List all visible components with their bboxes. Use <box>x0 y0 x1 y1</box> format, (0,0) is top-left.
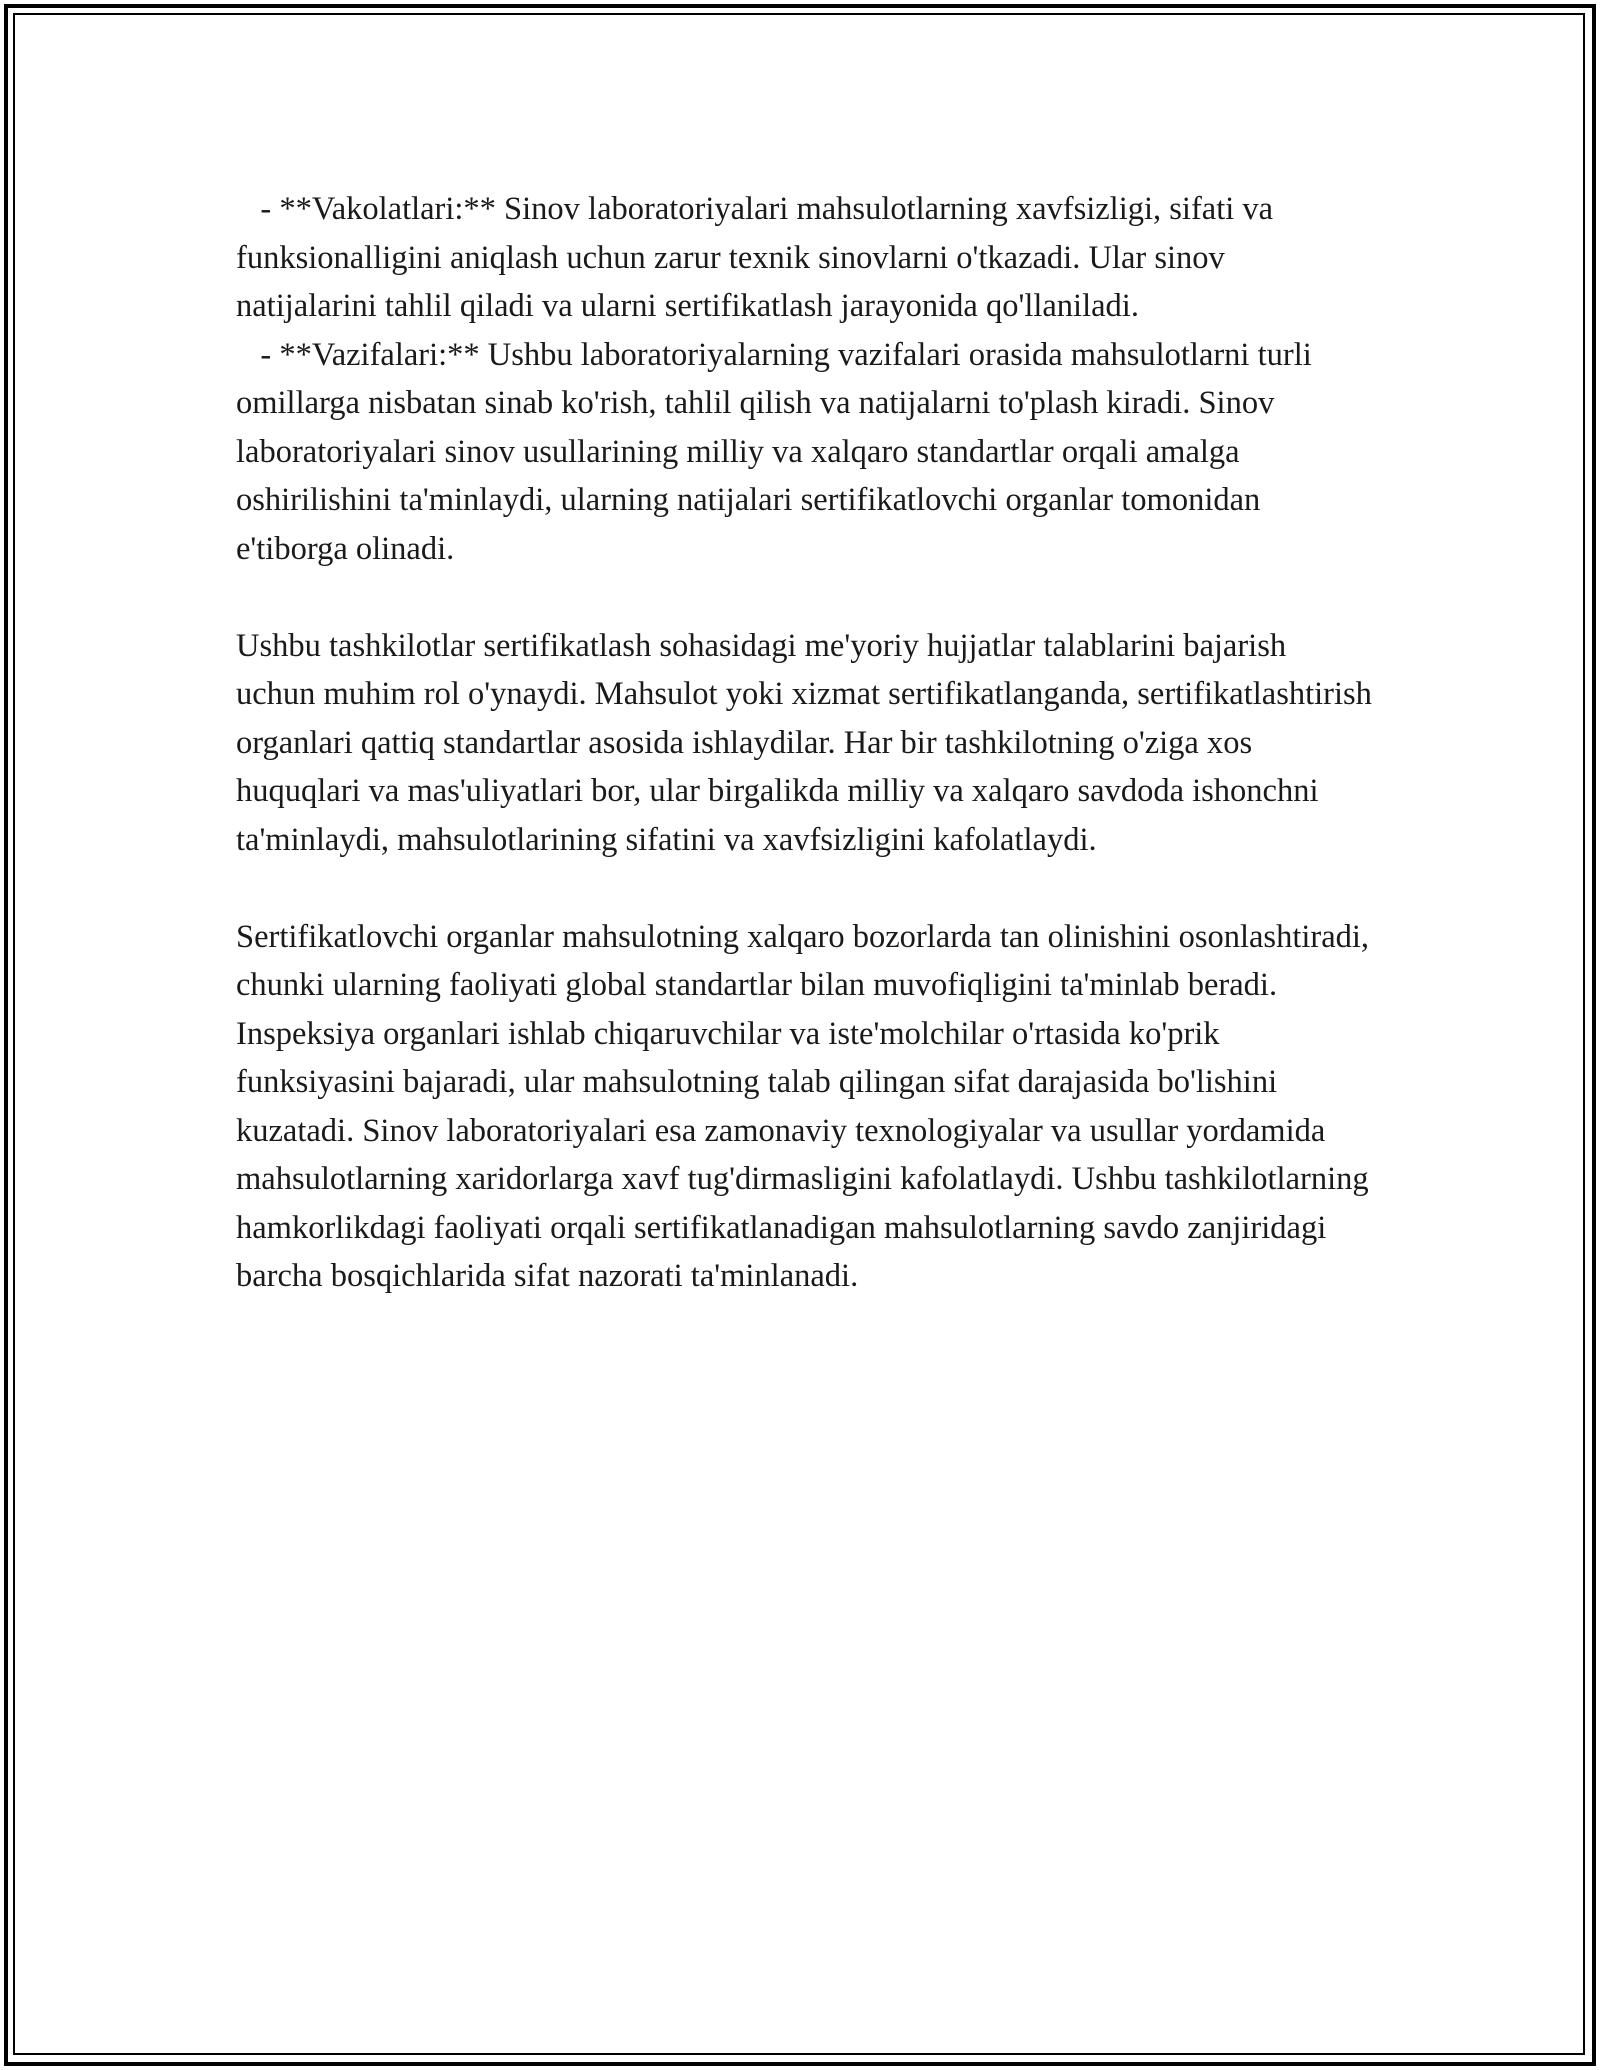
paragraph-spacer <box>236 573 1372 622</box>
paragraph-vakolatlari: - **Vakolatlari:** Sinov laboratoriyalari mahsulotlarning xavfsizligi, sifati va funksionalligini aniqlash uchun zarur texnik sinovlarni o'tkazadi. Ular sinov natijalarini tahlil qiladi va ularni sertifikatlash jarayonida qo'llaniladi. <box>236 191 1282 324</box>
document-body <box>236 185 1381 1301</box>
paragraph-sertifikatlovchi-organlar: Sertifikatlovchi organlar mahsulotning xalqaro bozorlarda tan olinishini osonlashtiradi, chunki ularning faoliyati global standartlar bilan muvofiqligini ta'minlab beradi. Inspeksiya organlari ishlab chiqaruvchilar va iste'molchilar o'rtasida ko'prik funksiyasini bajaradi, ular mahsulotning talab qilingan sifat darajasida bo'lishini kuzatadi. Sinov laboratoriyalari esa zamonaviy texnologiyalar va usullar yordamida mahsulotlarning xaridorlarga xavf tug'dirmasligini kafolatlaydi. Ushbu tashkilotlarning hamkorlikdagi faoliyati orqali sertifikatlanadigan mahsulotlarning savdo zanjiridagi barcha bosqichlarida sifat nazorati ta'minlanadi. <box>236 918 1378 1294</box>
paragraph-vazifalari: - **Vazifalari:** Ushbu laboratoriyalarning vazifalari orasida mahsulotlarni turli omillarga nisbatan sinab ko'rish, tahlil qilish va natijalarni to'plash kiradi. Sinov laboratoriyalari sinov usullarining milliy va xalqaro standartlar orqali amalga oshirilishini ta'minlaydi, ularning natijalari sertifikatlovchi organlar tomonidan e'tiborga olinadi. <box>236 336 1320 567</box>
paragraph-tashkilotlar: Ushbu tashkilotlar sertifikatlash sohasidagi me'yoriy hujjatlar talablarini bajarish uchun muhim rol o'ynaydi. Mahsulot yoki xizmat sertifikatlanganda, sertifikatlashtirish organlari qattiq standartlar asosida ishlaydilar. Har bir tashkilotning o'ziga xos huquqlari va mas'uliyatlari bor, ular birgalikda milliy va xalqaro savdoda ishonchni ta'minlaydi, mahsulotlarining sifatini va xavfsizligini kafolatlaydi. <box>236 627 1381 858</box>
paragraph-spacer <box>236 864 1372 913</box>
